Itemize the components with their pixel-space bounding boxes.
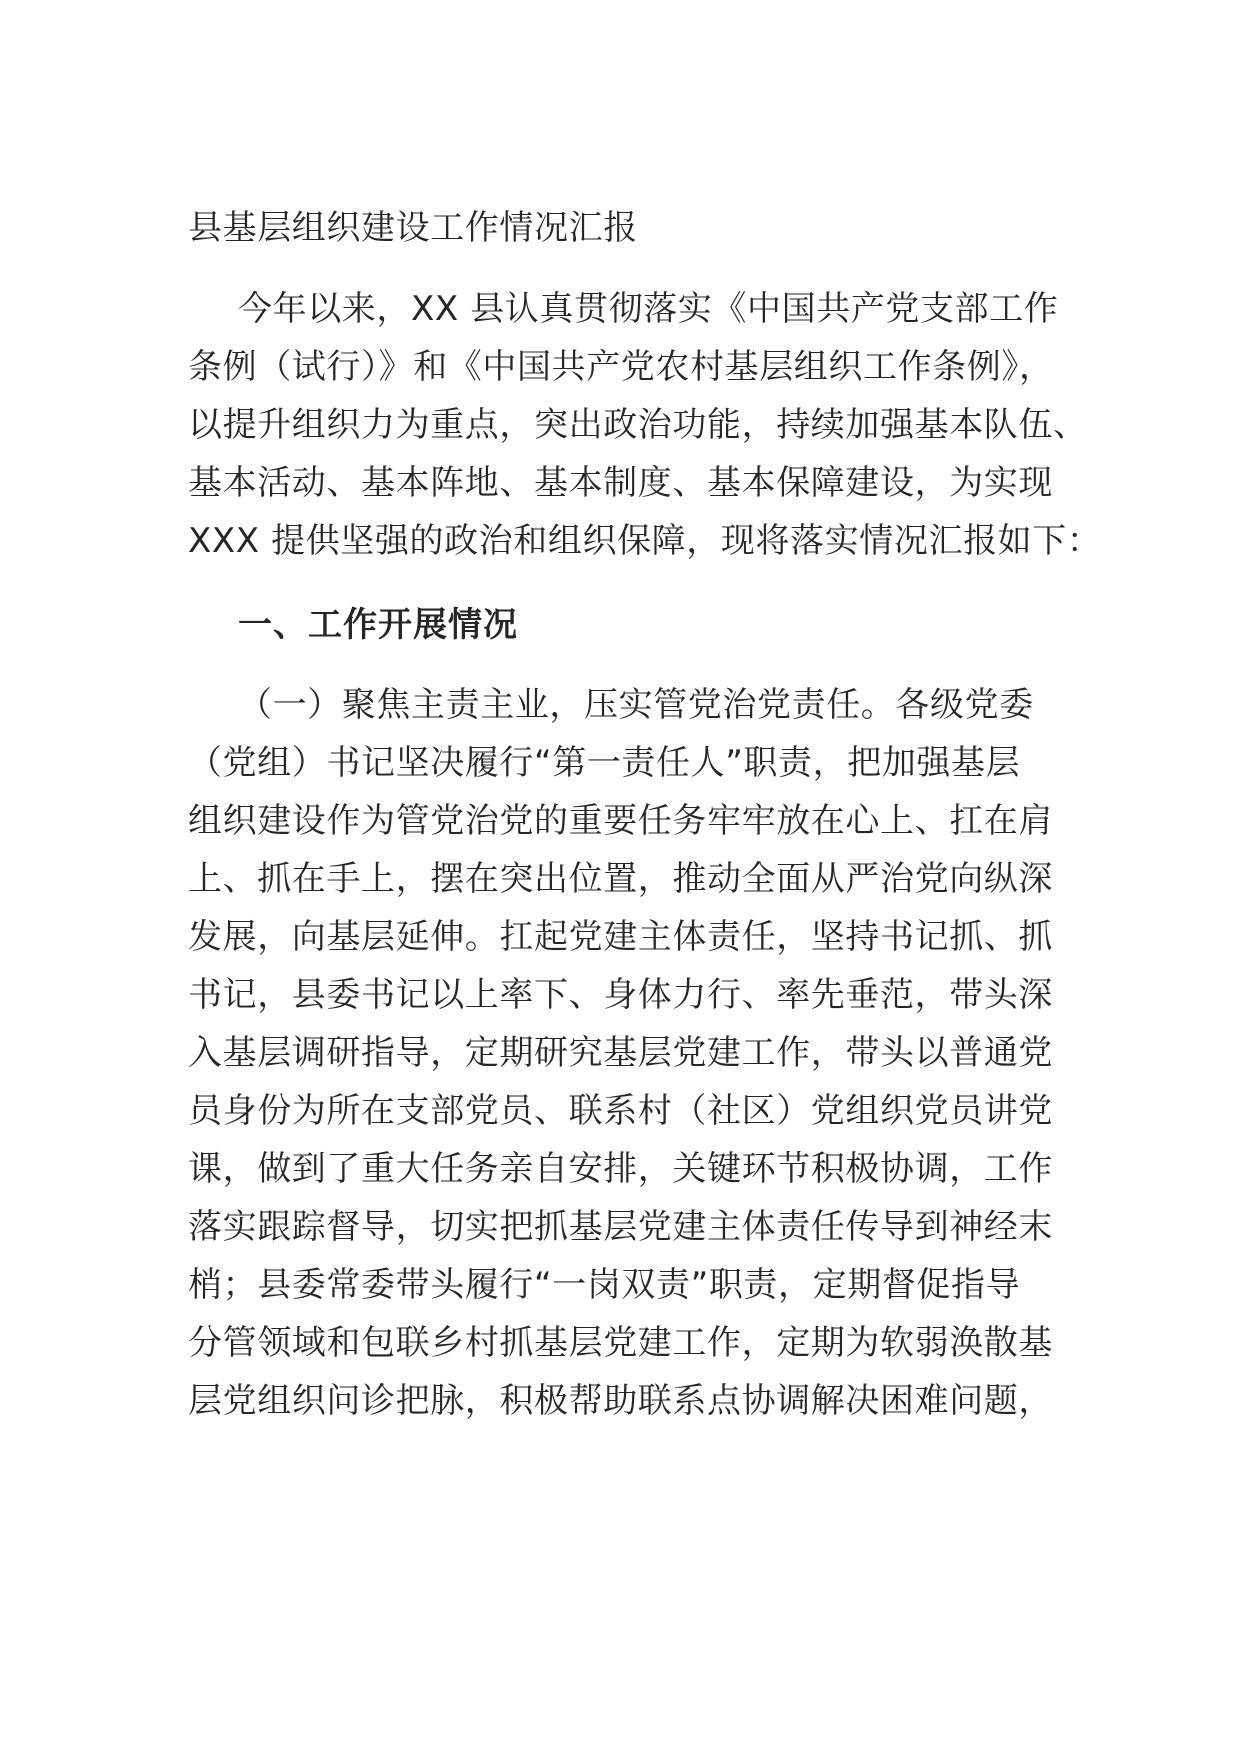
body-line: 组织建设作为管党治党的重要任务牢牢放在心上、扛在肩 xyxy=(188,801,1053,841)
body-line: 发展，向基层延伸。扛起党建主体责任，坚持书记抓、抓 xyxy=(188,917,1053,957)
intro-line: 今年以来，XX 县认真贯彻落实《中国共产党支部工作 xyxy=(238,289,1059,329)
body-line: 入基层调研指导，定期研究基层党建工作，带头以普通党 xyxy=(188,1033,1053,1073)
intro-line: 基本活动、基本阵地、基本制度、基本保障建设，为实现 xyxy=(188,463,1053,503)
body-line: （一）聚焦主责主业，压实管党治党责任。各级党委 xyxy=(238,685,1034,725)
body-line: 落实跟踪督导，切实把抓基层党建主体责任传导到神经末 xyxy=(188,1207,1053,1247)
intro-line: 条例（试行）》和《中国共产党农村基层组织工作条例》， xyxy=(188,347,1054,387)
body-line: 梢；县委常委带头履行“一岗双责”职责，定期督促指导 xyxy=(188,1265,1021,1305)
document-page xyxy=(188,0,1102,1754)
intro-line: 以提升组织力为重点，突出政治功能，持续加强基本队伍、 xyxy=(188,405,1088,445)
body-line: 上、抓在手上，摆在突出位置，推动全面从严治党向纵深 xyxy=(188,859,1053,899)
body-line: 分管领域和包联乡村抓基层党建工作，定期为软弱涣散基 xyxy=(188,1323,1053,1363)
body-line: （党组）书记坚决履行“第一责任人”职责，把加强基层 xyxy=(188,743,1021,783)
body-line: 员身份为所在支部党员、联系村（社区）党组织党员讲党 xyxy=(188,1091,1053,1131)
intro-line: XXX 提供坚强的政治和组织保障，现将落实情况汇报如下： xyxy=(188,521,1102,561)
body-line: 书记，县委书记以上率下、身体力行、率先垂范，带头深 xyxy=(188,975,1053,1015)
body-line: 层党组织问诊把脉，积极帮助联系点协调解决困难问题， xyxy=(188,1381,1053,1421)
document-title: 县基层组织建设工作情况汇报 xyxy=(188,208,638,248)
section-heading: 一、工作开展情况 xyxy=(238,605,518,645)
body-line: 课，做到了重大任务亲自安排，关键环节积极协调，工作 xyxy=(188,1149,1053,1189)
